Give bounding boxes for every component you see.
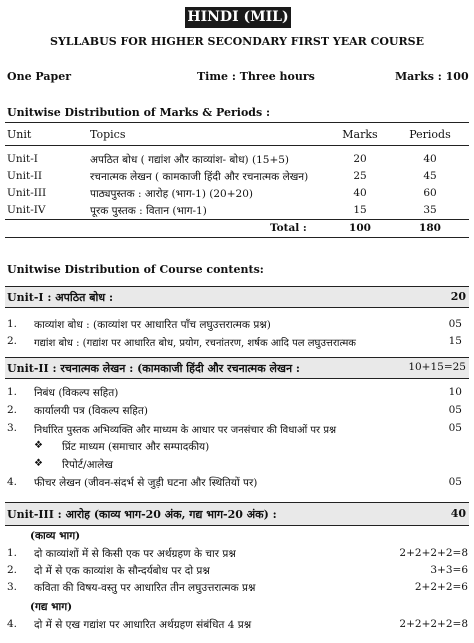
item-marks: 05	[448, 422, 462, 434]
item-text: दो काव्यांशों में से किसी एक पर अर्थग्रहण के चार प्रश्न	[34, 548, 236, 560]
table-top-rule	[5, 122, 469, 123]
diamond-bullet-icon: ❖	[34, 458, 43, 469]
row-topic: अपठित बोध ( गद्यांश और काव्यांश- बोध) (15+5)	[90, 154, 290, 166]
marks-label: Marks : 100	[395, 70, 469, 83]
unit1-heading: Unit-I : अपठित बोध :	[7, 291, 114, 304]
item-marks: 15	[448, 335, 462, 347]
item-number: 2.	[7, 564, 18, 576]
table-header-rule	[5, 145, 469, 146]
item-number: 1.	[7, 547, 18, 559]
total-periods: 180	[419, 222, 441, 234]
table-total-rule	[5, 219, 469, 220]
row-periods: 35	[423, 204, 437, 216]
row-marks: 40	[353, 187, 367, 199]
row-unit: Unit-II	[7, 170, 43, 182]
item-marks: 05	[448, 476, 462, 488]
unit3-heading: Unit-III : आरोह (काव्य भाग-20 अंक, गद्य भाग-20 अंक) :	[7, 508, 277, 521]
row-periods: 60	[423, 187, 437, 199]
row-unit: Unit-III	[7, 187, 47, 199]
row-unit: Unit-IV	[7, 204, 46, 216]
table-bottom-rule	[5, 237, 469, 238]
item-marks: 05	[448, 404, 462, 416]
unit2-bottom-rule	[5, 378, 469, 379]
course-subtitle: SYLLABUS FOR HIGHER SECONDARY FIRST YEAR COURSE	[50, 35, 424, 48]
item-number: 2.	[7, 335, 18, 347]
unit2-marks: 10+15=25	[408, 361, 466, 373]
bullet-text: प्रिंट माध्यम (समाचार और सम्पादकीय)	[62, 441, 210, 453]
item-text: कविता की विषय-वस्तु पर आधारित तीन लघुउत्तरात्मक प्रश्न	[34, 582, 256, 594]
item-number: 4.	[7, 618, 18, 630]
item-text: निबंध (विकल्प सहित)	[34, 387, 119, 399]
item-text: काव्यांश बोध : (काव्यांश पर आधारित पाँच लघुउत्तरात्मक प्रश्न)	[34, 319, 271, 331]
unit1-marks: 20	[450, 290, 466, 303]
total-label: Total :	[270, 222, 307, 234]
row-marks: 15	[353, 204, 367, 216]
item-text: निर्धारित पुस्तक अभिव्यक्ति और माध्यम के आधार पर जनसंचार की विधाओं पर प्रश्न	[34, 425, 337, 436]
subject-title: HINDI (MIL)	[185, 7, 291, 28]
col-header-unit: Unit	[7, 128, 32, 141]
row-periods: 45	[423, 170, 437, 182]
unit3-bottom-rule	[5, 525, 469, 526]
item-text: दो में से एक काव्यांश के सौन्दर्यबोध पर दो प्रश्न	[34, 565, 210, 577]
item-number: 4.	[7, 476, 18, 488]
gadya-bhag-label: (गद्य भाग)	[30, 601, 73, 613]
item-marks: 05	[448, 318, 462, 330]
unit3-marks: 40	[450, 507, 466, 520]
item-number: 3.	[7, 422, 18, 434]
distribution-title: Unitwise Distribution of Marks & Periods :	[7, 106, 271, 119]
col-header-marks: Marks	[342, 128, 378, 141]
item-number: 2.	[7, 404, 18, 416]
paper-label: One Paper	[7, 70, 71, 83]
row-periods: 40	[423, 153, 437, 165]
row-marks: 25	[353, 170, 367, 182]
row-unit: Unit-I	[7, 153, 38, 165]
diamond-bullet-icon: ❖	[34, 440, 43, 451]
col-header-topics: Topics	[90, 128, 126, 141]
col-header-periods: Periods	[409, 128, 451, 141]
unit1-bottom-rule	[5, 307, 469, 308]
item-text: फीचर लेखन (जीवन-संदर्भ से जुड़ी घटना और स्थितियों पर)	[34, 477, 258, 489]
item-text: कार्यालयी पत्र (विकल्प सहित)	[34, 405, 148, 417]
item-text: दो में से एख गद्यांश पर आधारित अर्थग्रहण संबंधित 4 प्रश्न	[34, 619, 252, 631]
item-number: 1.	[7, 386, 18, 398]
item-text: गद्यांश बोध : (गद्यांश पर आधारित बोध, प्रयोग, रचनांतरण, शर्षक आदि पल लघुउत्तरात्मक	[34, 338, 356, 349]
contents-title: Unitwise Distribution of Course contents:	[7, 263, 264, 276]
item-number: 1.	[7, 318, 18, 330]
row-marks: 20	[353, 153, 367, 165]
kavya-bhag-label: (काव्य भाग)	[30, 530, 81, 542]
item-marks: 2+2+2+2=8	[399, 618, 468, 630]
total-marks: 100	[349, 222, 371, 234]
unit2-heading: Unit-II : रचनात्मक लेखन : (कामकाजी हिंदी और रचनात्मक लेखन :	[7, 362, 300, 375]
time-label: Time : Three hours	[197, 70, 315, 83]
item-number: 3.	[7, 581, 18, 593]
row-topic: पाठ्यपुस्तक : आरोह (भाग-1) (20+20)	[90, 188, 253, 200]
item-marks: 2+2+2=6	[414, 581, 468, 593]
item-marks: 3+3=6	[430, 564, 468, 576]
item-marks: 2+2+2+2=8	[399, 547, 468, 559]
item-marks: 10	[448, 386, 462, 398]
row-topic: रचनात्मक लेखन ( कामकाजी हिंदी और रचनात्मक लेखन)	[90, 171, 309, 183]
bullet-text: रिपोर्ट/आलेख	[62, 459, 113, 471]
row-topic: पूरक पुस्तक : वितान (भाग-1)	[90, 205, 207, 217]
